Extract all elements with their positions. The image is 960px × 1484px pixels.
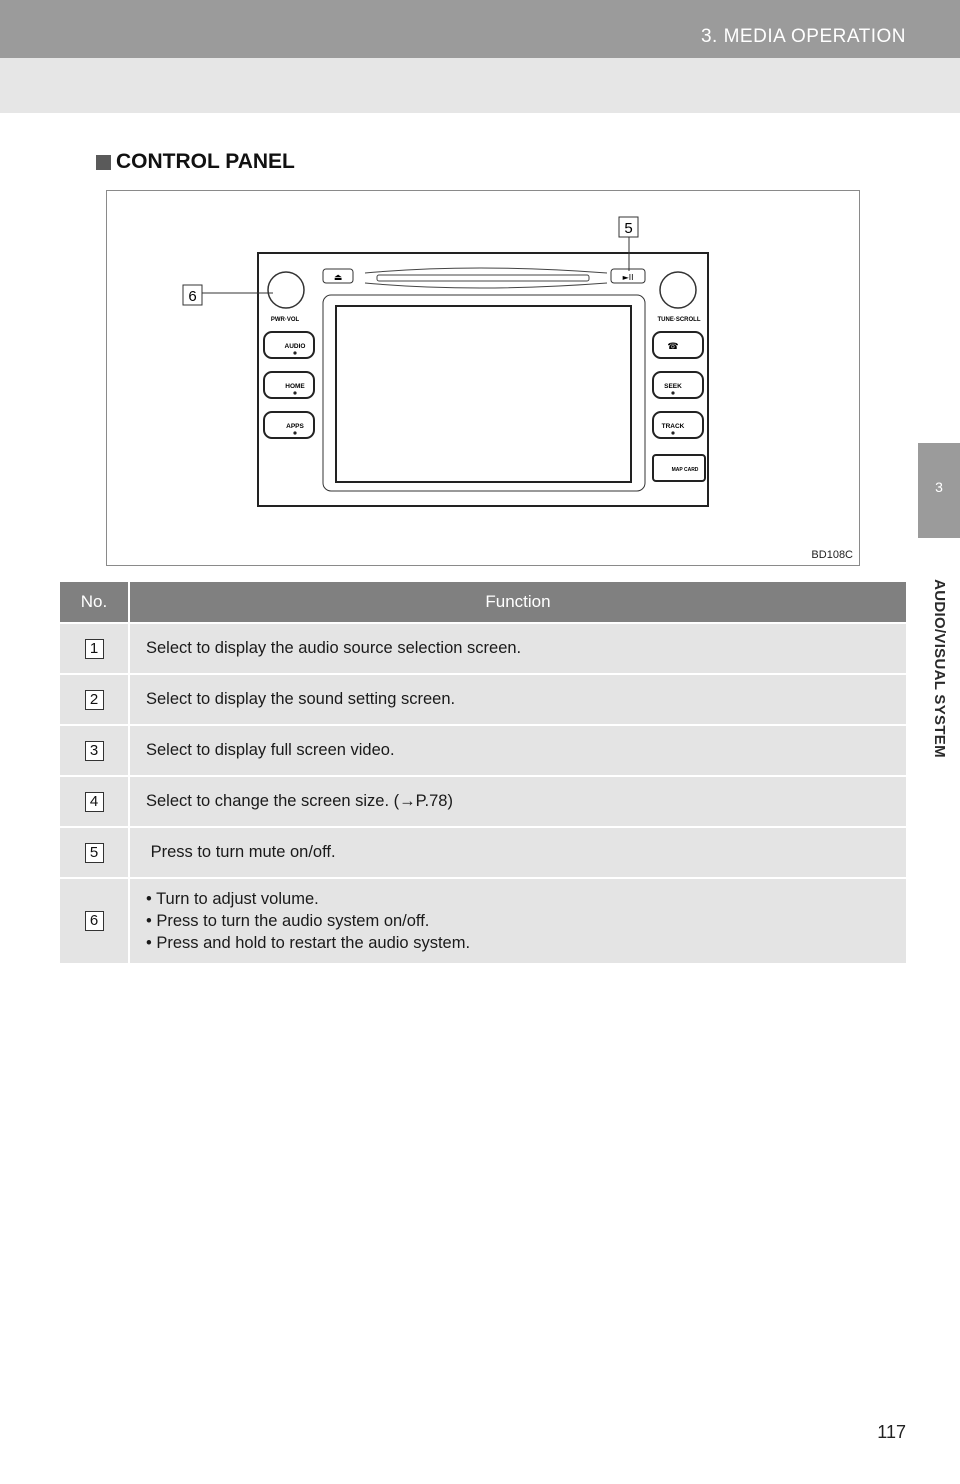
- table-row: [60, 878, 906, 963]
- side-tab-number: 3: [918, 443, 960, 538]
- section-heading-text: CONTROL PANEL: [116, 150, 295, 173]
- row-number: 1: [85, 639, 104, 659]
- table-row: [60, 623, 906, 674]
- bullet-item: • Turn to adjust volume.: [146, 890, 319, 908]
- track-button-label: TRACK: [661, 423, 685, 430]
- side-tab-label: [918, 538, 960, 798]
- table-header-row: [60, 582, 906, 623]
- table-row: [60, 674, 906, 725]
- tune-scroll-knob: [660, 272, 696, 308]
- map-card-label: MAP CARD: [671, 467, 699, 473]
- control-panel-illustration: [107, 191, 859, 565]
- table-row: [60, 725, 906, 776]
- row-number: 6: [85, 911, 104, 931]
- callout-5-label: 5: [624, 220, 633, 237]
- figure-code: BD108C: [811, 549, 853, 561]
- heading-square-icon: [96, 155, 111, 170]
- bullet-item: • Press to turn the audio system on/off.: [146, 912, 430, 930]
- side-tab-label-text: AUDIO/VISUAL SYSTEM: [930, 578, 948, 758]
- chapter-title: 3. MEDIA OPERATION: [700, 26, 906, 47]
- row-function: Select to display the sound setting screen.: [129, 674, 906, 725]
- svg-text:►II: ►II: [622, 273, 634, 282]
- svg-text:⏏: ⏏: [333, 273, 343, 283]
- section-heading: [96, 150, 295, 174]
- function-table: [60, 582, 906, 963]
- control-panel-figure: [106, 190, 860, 566]
- header-no: No.: [60, 582, 129, 623]
- tune-scroll-label: TUNE·SCROLL: [657, 317, 701, 323]
- seek-button-label: SEEK: [664, 383, 682, 390]
- row-function-bullets: [129, 878, 906, 963]
- row-function: Select to display the audio source selection screen.: [129, 623, 906, 674]
- header-function: Function: [129, 582, 906, 623]
- row-function: Press to turn mute on/off.: [129, 827, 906, 878]
- page-number: 117: [877, 1422, 906, 1442]
- apps-button-label: APPS: [286, 423, 304, 430]
- pwr-vol-knob: [268, 272, 304, 308]
- table-row: [60, 776, 906, 827]
- row-number: 4: [85, 792, 104, 812]
- audio-button-label: AUDIO: [284, 343, 306, 350]
- callout-6-label: 6: [188, 288, 197, 305]
- row-number: 3: [85, 741, 104, 761]
- row-function: Select to change the screen size. (→P.78): [129, 776, 906, 827]
- header-sub-band: [0, 58, 960, 113]
- phone-icon: ☎: [667, 342, 679, 352]
- row-number: 5: [85, 843, 104, 863]
- disc-slot: [377, 275, 589, 281]
- display-screen: [336, 306, 631, 482]
- home-button-label: HOME: [285, 383, 305, 390]
- bullet-item: • Press and hold to restart the audio system.: [146, 934, 471, 952]
- row-number: 2: [85, 690, 104, 710]
- row-function: Select to display full screen video.: [129, 725, 906, 776]
- pwr-vol-label: PWR·VOL: [270, 317, 300, 323]
- table-row: [60, 827, 906, 878]
